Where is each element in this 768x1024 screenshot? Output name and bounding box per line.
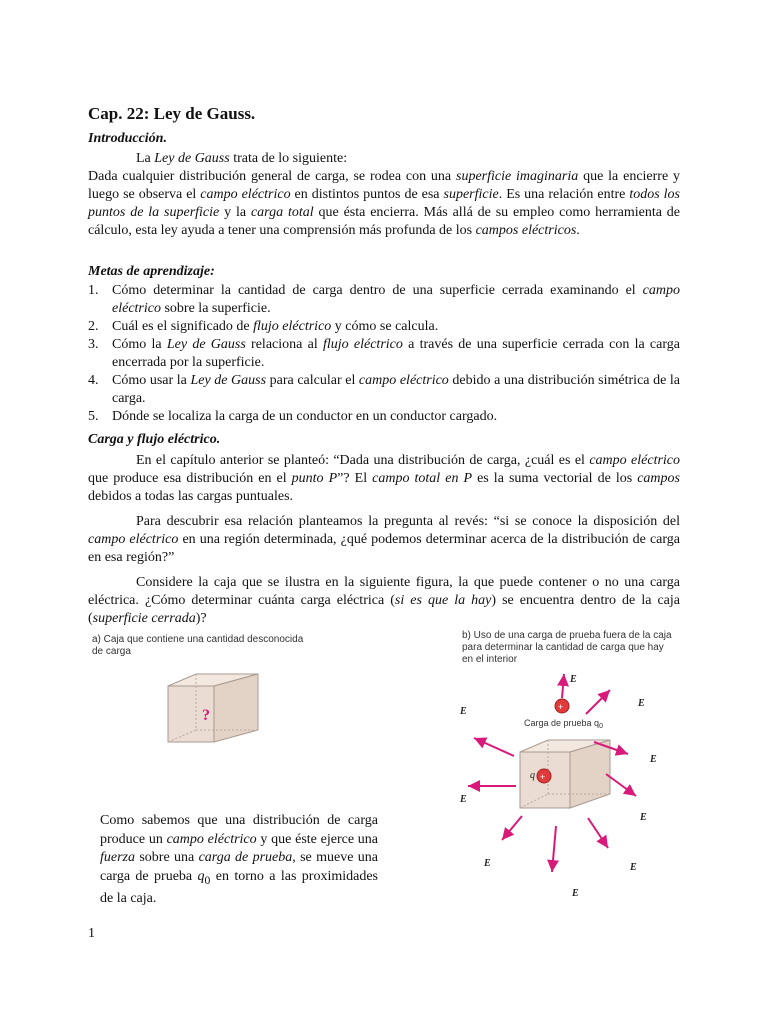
goal-item: 4. Cómo usar la Ley de Gauss para calcular el campo eléctrico debido a una distribución simétrica de la carga. <box>88 373 680 406</box>
field-label: E <box>460 794 467 805</box>
goal-item: 5. Dónde se localiza la carga de un conductor en un conductor cargado. <box>88 409 498 424</box>
unknown-charge-mark: ? <box>202 707 210 724</box>
field-arrow <box>502 816 522 840</box>
charge-paragraph-3: Considere la caja que se ilustra en la siguiente figura, la que puede contener o no una carga eléctrica. ¿Cómo determinar cuánta carga eléctrica (si es que la hay) se encuentra dentro de la caja (superficie cerrada)? <box>88 575 680 626</box>
figure-b-caption: b) Uso de una carga de prueba fuera de la caja para determinar la cantidad de carga que hay en el interior <box>462 630 672 665</box>
field-label: E <box>460 706 467 717</box>
svg-text:+: + <box>558 702 564 712</box>
figure-b-field-diagram <box>454 664 680 914</box>
goal-item: 3. Cómo la Ley de Gauss relaciona al flujo eléctrico a través de una superficie cerrada con la carga encerrada por la superficie. <box>88 337 680 370</box>
svg-text:+: + <box>540 772 546 782</box>
side-paragraph: Como sabemos que una distribución de carga produce un campo eléctrico y que éste ejerce una fuerza sobre una carga de prueba, se mueve una carga de prueba $q_0$ en torno a las proximidades de la caja. <box>100 813 378 906</box>
intro-first-line: La Ley de Gauss trata de lo siguiente: <box>136 151 348 166</box>
field-arrow <box>474 738 514 756</box>
intro-paragraph: Dada cualquier distribución general de carga, se rodea con una superficie imaginaria que la encierre y luego se observa el campo eléctrico en distintos puntos de esa superficie. Es una relación entre todos los puntos de la superficie y la carga total que ésta encierra. Más allá de su empleo como herramienta de cálculo, esta ley ayuda a tener una comprensión más profunda de los campos eléctricos. <box>88 169 681 238</box>
goal-item: 1. Cómo determinar la cantidad de carga dentro de una superficie cerrada examinando el campo eléctrico sobre la superficie. <box>88 283 680 316</box>
page-number: 1 <box>88 926 95 941</box>
figure-a-box <box>158 672 268 756</box>
field-label: E <box>630 862 637 873</box>
field-label: E <box>572 888 579 899</box>
field-arrow <box>588 818 608 848</box>
field-arrow <box>562 674 564 698</box>
charge-heading: Carga y flujo eléctrico. <box>88 432 221 447</box>
goal-item: 2. Cuál es el significado de flujo eléctrico y cómo se calcula. <box>88 319 439 334</box>
test-charge-label: Carga de prueba $q_0$ <box>524 718 603 730</box>
field-label: E <box>638 698 645 709</box>
charge-paragraph-1: En el capítulo anterior se planteó: “Dada una distribución de carga, ¿cuál es el campo eléctrico que produce esa distribución en el punto P”? El campo total en P es la suma vectorial de los campos debidos a todas las cargas puntuales. <box>88 453 681 504</box>
charge-paragraph-2: Para descubrir esa relación planteamos la pregunta al revés: “si se conoce la disposición del campo eléctrico en una región determinada, ¿qué podemos determinar acerca de la distribución de carga en esa región?” <box>88 514 680 565</box>
field-arrow <box>552 826 556 872</box>
intro-heading: Introducción. <box>88 131 167 146</box>
field-label: E <box>640 812 647 823</box>
figure-a-caption: a) Caja que contiene una cantidad desconocida de carga <box>92 634 304 657</box>
chapter-title: Cap. 22: Ley de Gauss. <box>88 104 256 123</box>
field-arrow <box>586 690 610 714</box>
goals-list <box>88 282 680 426</box>
goals-heading: Metas de aprendizaje: <box>88 264 215 279</box>
field-label: E <box>650 754 657 765</box>
field-label: E <box>484 858 491 869</box>
inner-charge-label: q <box>530 770 535 781</box>
field-label: E <box>570 674 577 685</box>
